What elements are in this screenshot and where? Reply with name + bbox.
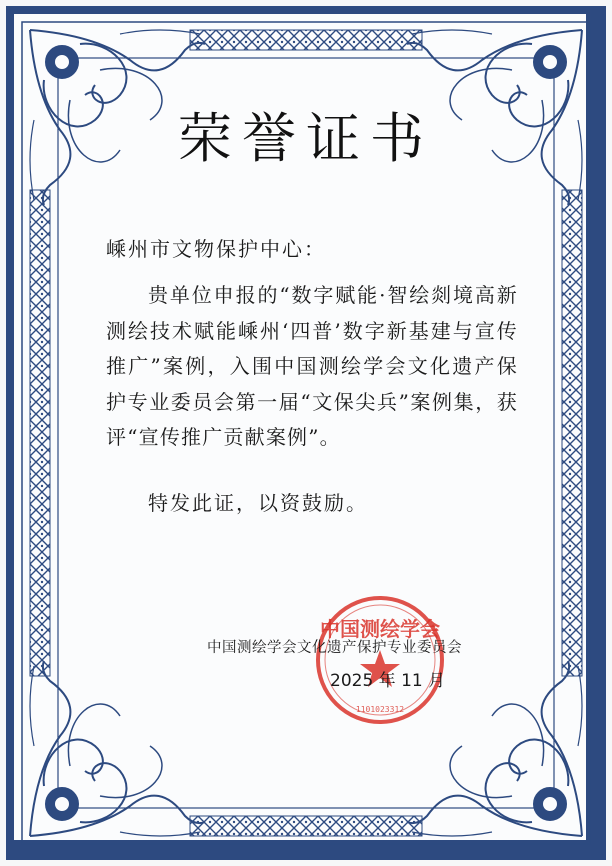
official-seal-stamp [312,592,448,728]
issue-date: 2025 年 11 月 [330,671,446,691]
certificate-title: 荣誉证书 [178,107,434,170]
closing-line: 特发此证，以资鼓励。 [148,491,368,515]
svg-text:1101023312: 1101023312 [355,705,405,714]
issuing-organization: 中国测绘学会文化遗产保护专业委员会 [207,640,462,656]
certificate-body: 贵单位申报的“数字赋能·智绘剡境高新测绘技术赋能嵊州‘四普’数字新基建与宣传推广”案例，入围中国测绘学会文化遗产保护专业委员会第一届“文保尖兵”案例集，获评“宣传推广贡献案例”。 [106,283,518,449]
recipient-name: 嵊州市文物保护中心： [106,237,326,261]
svg-text:中国测绘学会: 中国测绘学会 [320,617,440,641]
